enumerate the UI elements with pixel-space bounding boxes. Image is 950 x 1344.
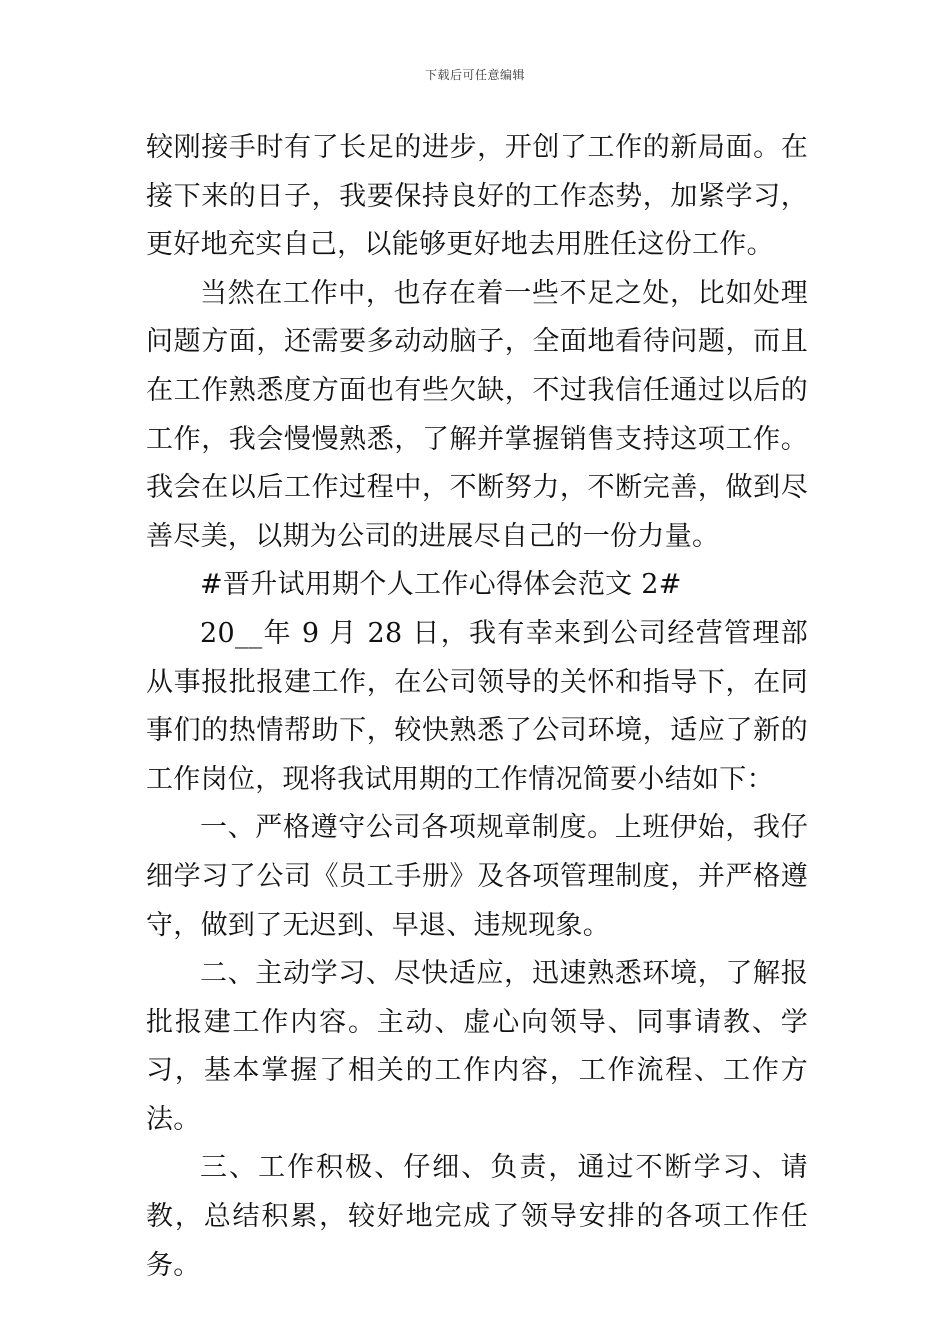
section-heading: #晋升试用期个人工作心得体会范文 2# — [200, 569, 682, 601]
document-body — [146, 124, 808, 1290]
paragraph-point-two: 二、主动学习、尽快适应，迅速熟悉环境，了解报批报建工作内容。主动、虚心向领导、同事请教、学习，基本掌握了相关的工作内容，工作流程、工作方法。 — [146, 958, 808, 1135]
paragraph-point-one: 一、严格遵守公司各项规章制度。上班伊始，我仔细学习了公司《员工手册》及各项管理制度，并严格遵守，做到了无迟到、早退、违规现象。 — [146, 812, 808, 941]
paragraph-continuation: 较刚接手时有了长足的进步，开创了工作的新局面。在接下来的日子，我要保持良好的工作态势，加紧学习，更好地充实自己，以能够更好地去用胜任这份工作。 — [146, 132, 808, 261]
page-header: 下载后可任意编辑 — [424, 68, 525, 82]
paragraph-intro: 20__年 9 月 28 日，我有幸来到公司经营管理部从事报批报建工作，在公司领导的关怀和指导下，在同事们的热情帮助下，较快熟悉了公司环境，适应了新的工作岗位，现将我试用期的工作情况简要小结如下： — [146, 617, 808, 795]
paragraph-point-three: 三、工作积极、仔细、负责，通过不断学习、请教，总结积累，较好地完成了领导安排的各项工作任务。 — [146, 1152, 808, 1281]
paragraph-shortcomings: 当然在工作中，也存在着一些不足之处，比如处理问题方面，还需要多动动脑子，全面地看待问题，而且在工作熟悉度方面也有些欠缺，不过我信任通过以后的工作，我会慢慢熟悉，了解并掌握销售支持这项工作。我会在以后工作过程中，不断努力，不断完善，做到尽善尽美，以期为公司的进展尽自己的一份力量。 — [146, 277, 808, 552]
